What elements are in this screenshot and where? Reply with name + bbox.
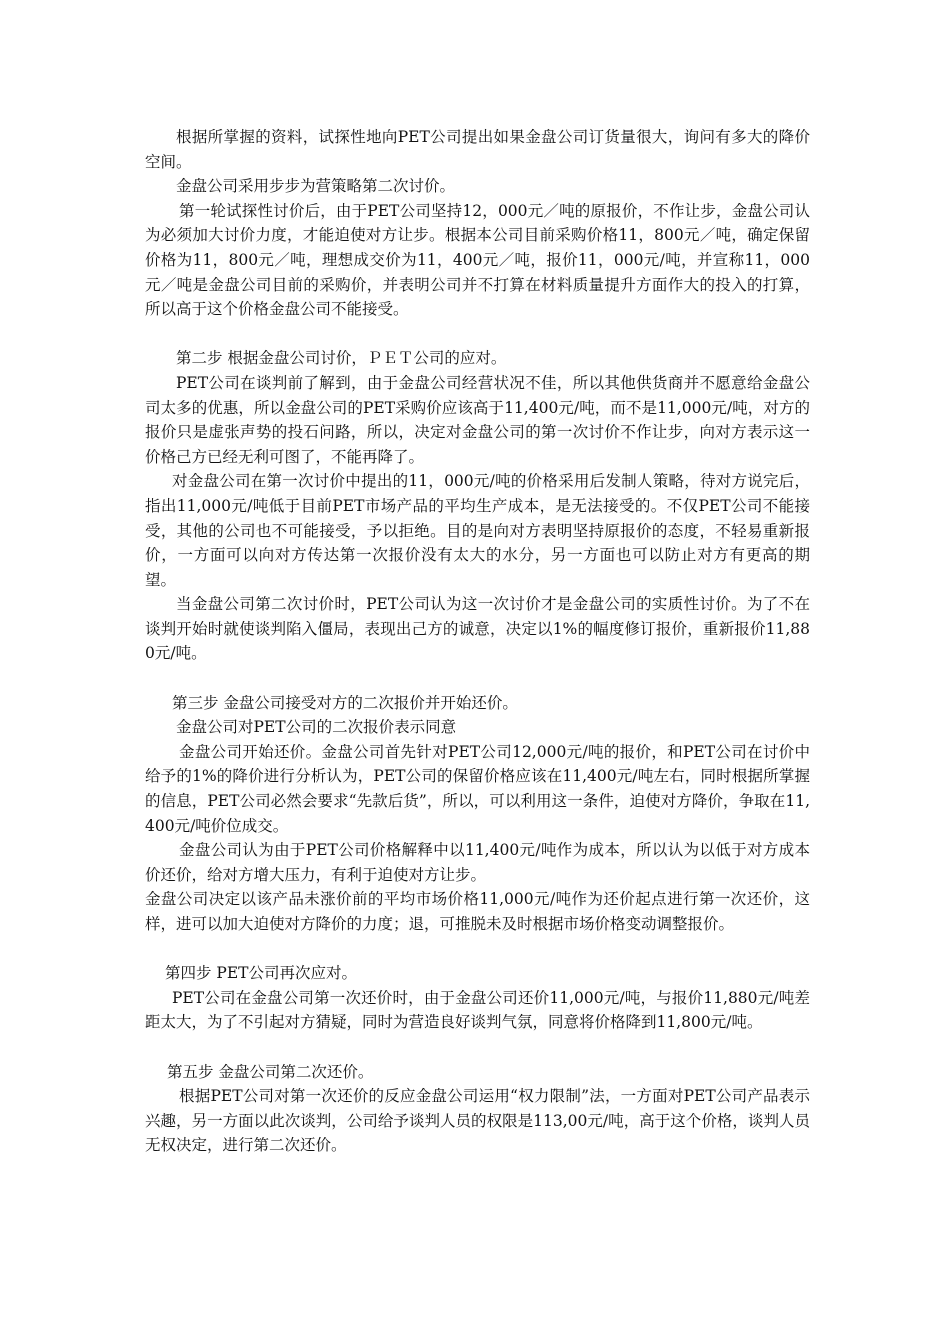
paragraph-step-three-heading: 第三步 金盘公司接受对方的二次报价并开始还价。 xyxy=(172,693,518,712)
paragraph-first-counter: 金盘公司决定以该产品未涨价前的平均市场价格11,000元/吨作为还价起点进行第一次还价，这样，进可以加大迫使对方降价的力度；退，可推脱未及时根据市场价格变动调整报价。 xyxy=(145,890,810,933)
paragraph-accept-offer: 金盘公司对PET公司的二次报价表示同意 xyxy=(176,718,457,737)
paragraph-price-probe: 根据所掌握的资料，试探性地向PET公司提出如果金盘公司订货量很大，询问有多大的降价空间。 xyxy=(145,128,810,171)
paragraph-step-five-heading: 第五步 金盘公司第二次还价。 xyxy=(167,1062,374,1081)
paragraph-start-counter: 金盘公司开始还价。金盘公司首先针对PET公司12,000元/吨的报价，和PET公司在讨价中给予的1%的降价进行分析认为，PET公司的保留价格应该在11,400元/吨左右，同时根据所掌握的信息，PET公司必然会要求“先款后货”，所以，可以利用这一条件，迫使对方降价，争取在11,400元/吨价位成交。 xyxy=(145,742,810,835)
paragraph-cost-pressure: 金盘公司认为由于PET公司价格解释中以11,400元/吨作为成本，所以认为以低于对方成本价还价，给对方增大压力，有利于迫使对方让步。 xyxy=(145,841,810,884)
blank-line xyxy=(145,1035,810,1060)
paragraph-counter-strategy: 对金盘公司在第一次讨价中提出的11，000元/吨的价格采用后发制人策略，待对方说完后，指出11,000元/吨低于目前PET市场产品的平均生产成本，是无法接受的。不仅PET公司不能接受，其他的公司也不可能接受，予以拒绝。目的是向对方表明坚持原报价的态度，不轻易重新报价，一方面可以向对方传达第一次报价没有太大的水分，另一方面也可以防止对方有更高的期望。 xyxy=(145,472,810,589)
blank-line xyxy=(145,937,810,962)
blank-line xyxy=(145,666,810,691)
paragraph-first-round: 第一轮试探性讨价后，由于PET公司坚持12，000元／吨的原报价，不作让步，金盘公司认为必须加大讨价力度，才能迫使对方让步。根据本公司目前采购价格11，800元／吨，确定保留价格为11，800元／吨，理想成交价为11，400元／吨，报价11，000元/吨，并宣称11，000元／吨是金盘公司目前的采购价，并表明公司并不打算在材料质量提升方面作大的投入的打算，所以高于这个价格金盘公司不能接受。 xyxy=(145,201,810,319)
paragraph-pet-response: PET公司在金盘公司第一次还价时，由于金盘公司还价11,000元/吨，与报价11,880元/吨差距太大，为了不引起对方猜疑，同时为营造良好谈判气氛，同意将价格降到11,800元/吨。 xyxy=(145,988,810,1032)
document-page xyxy=(145,125,810,1158)
paragraph-step-two-heading: 第二步 根据金盘公司讨价，ＰＥＴ公司的应对。 xyxy=(176,349,507,368)
paragraph-authority-limit: 根据PET公司对第一次还价的反应金盘公司运用“权力限制”法，一方面对PET公司产品表示兴趣，另一方面以此次谈判，公司给予谈判人员的权限是113,00元/吨，高于这个价格，谈判人员无权决定，进行第二次还价。 xyxy=(145,1087,810,1155)
paragraph-revised-offer: 当金盘公司第二次讨价时，PET公司认为这一次讨价才是金盘公司的实质性讨价。为了不在谈判开始时就使谈判陷入僵局，表现出己方的诚意，决定以1%的幅度修订报价，重新报价11,880元/吨。 xyxy=(145,595,810,663)
paragraph-second-bargain: 金盘公司采用步步为营策略第二次讨价。 xyxy=(176,177,456,196)
paragraph-step-four-heading: 第四步 PET公司再次应对。 xyxy=(165,964,358,983)
paragraph-pet-preparation: PET公司在谈判前了解到，由于金盘公司经营状况不佳，所以其他供货商并不愿意给金盘公司太多的优惠，所以金盘公司的PET采购价应该高于11,400元/吨，而不是11,000元/吨，对方的报价只是虚张声势的投石问路，所以，决定对金盘公司的第一次讨价不作让步，向对方表示这一价格己方已经无利可图了，不能再降了。 xyxy=(145,373,810,466)
blank-line xyxy=(145,322,810,347)
